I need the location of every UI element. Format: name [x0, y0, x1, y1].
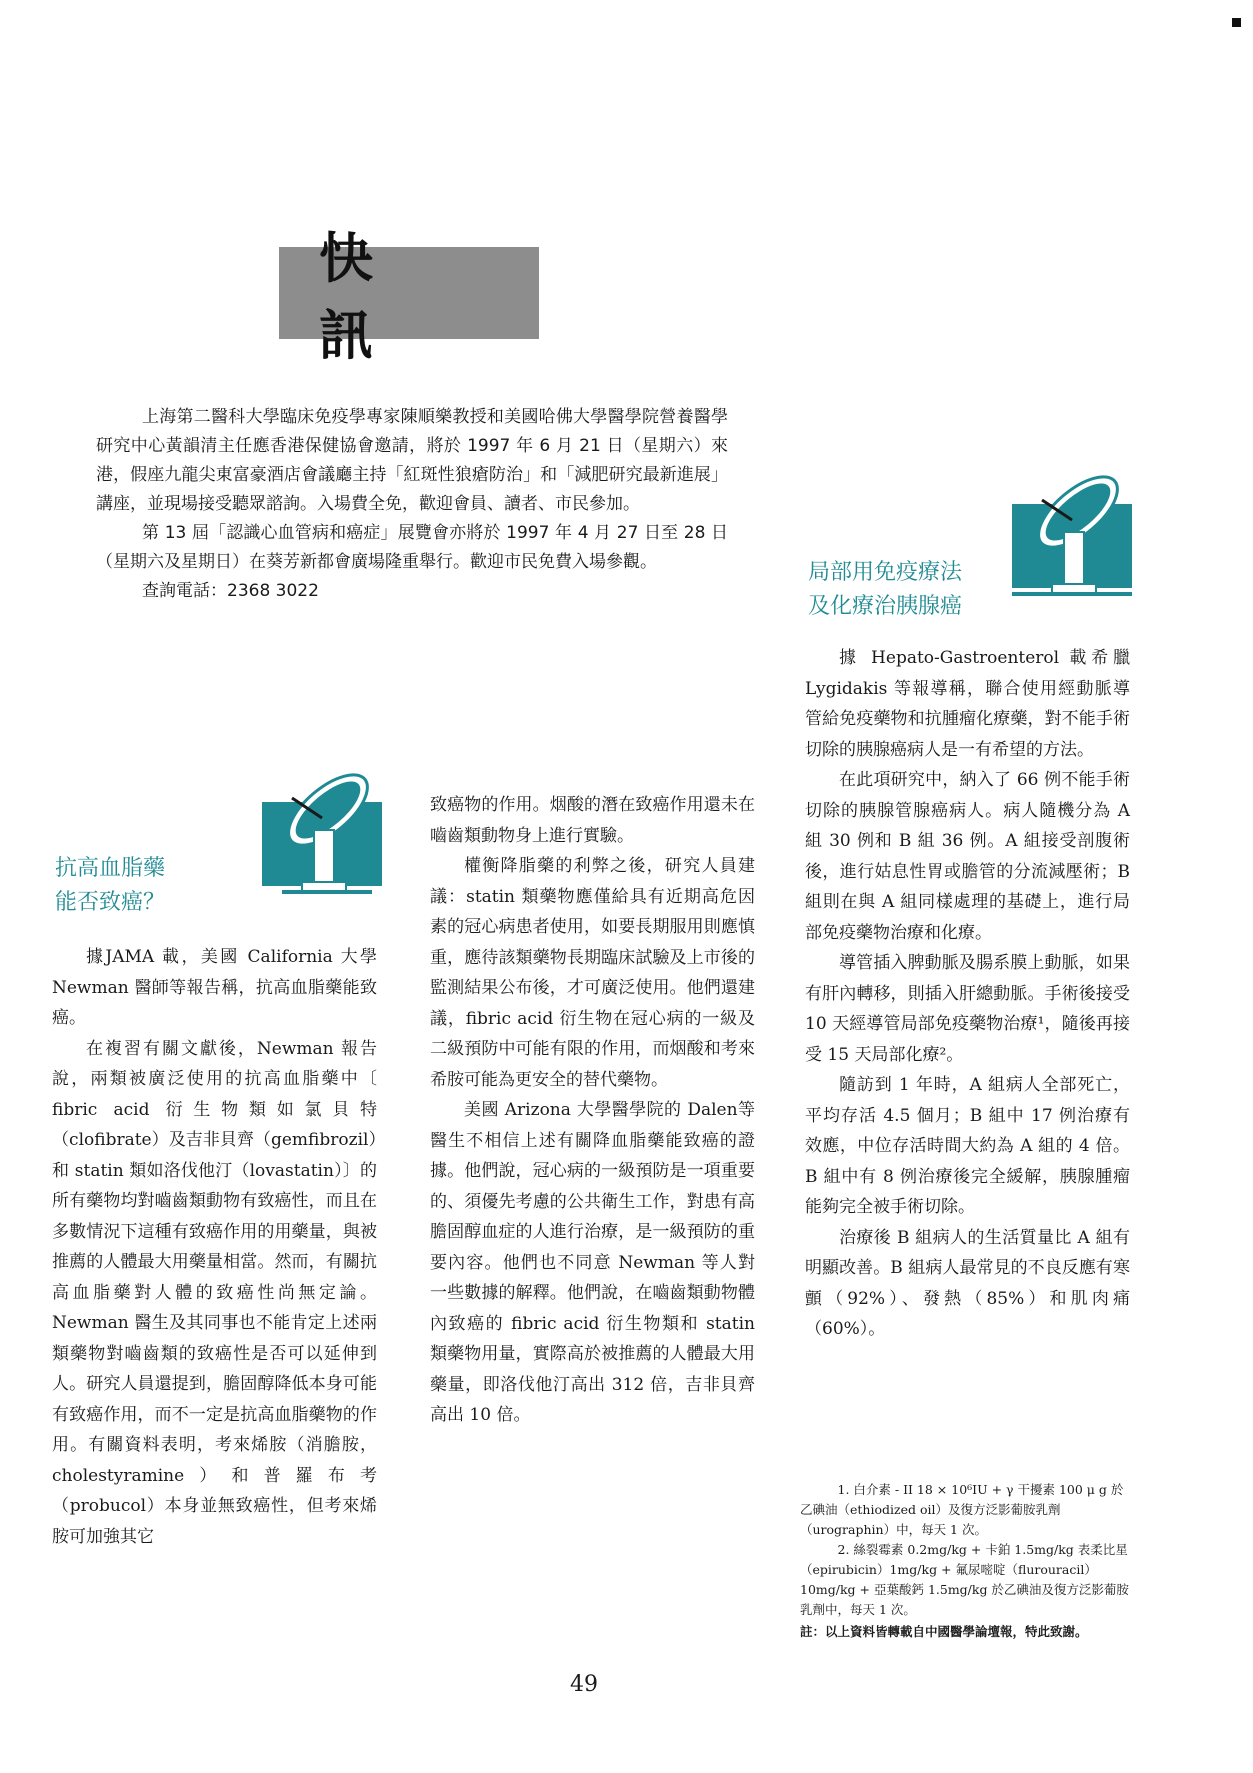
- notice-phone: 查詢電話：2368 3022: [142, 581, 319, 601]
- article1-column-1: [52, 942, 377, 1552]
- footnotes: [800, 1480, 1130, 1620]
- notice-paragraph: 第 13 屆「認識心血管病和癌症」展覽會亦將於 1997 年 4 月 27 日至 28 日（星期六及星期日）在葵芳新都會廣場隆重舉行。歡迎市民免費入場參觀。: [96, 523, 728, 572]
- notice-paragraph: 上海第二醫科大學臨床免疫學專家陳順樂教授和美國哈佛大學醫學院營養醫學研究中心黃韻清主任應香港保健協會邀請，將於 1997 年 6 月 21 日（星期六）來港，假座九龍尖東富豪酒店會議廳主持「紅斑性狼瘡防治」和「減肥研究最新進展」講座，並現場接受聽眾諮詢。入場費全免，歡迎會員、讀者、市民參加。: [96, 407, 728, 514]
- article1-paragraph: 致癌物的作用。烟酸的潛在致癌作用還未在嚙齒類動物身上進行實驗。: [430, 795, 755, 846]
- article2-paragraph: 導管插入脾動脈及腸系膜上動脈，如果有肝內轉移，則插入肝總動脈。手術後接受 10 天經導管局部免疫藥物治療¹，隨後再接受 15 天局部化療²。: [805, 953, 1130, 1065]
- article1-title-line1: 抗高血脂藥: [55, 856, 166, 881]
- page-number: 49: [570, 1672, 598, 1697]
- article1-paragraph: 美國 Arizona 大學醫學院的 Dalen等醫生不相信上述有關降血脂藥能致癌的證據。他們說，冠心病的一級預防是一項重要的、須優先考慮的公共衛生工作，對患有高膽固醇血症的人進行治療，是一級預防的重要內容。他們也不同意 Newman 等人對一些數據的解釋。他們說，在嚙齒類動物體內致癌的 fibric acid 衍生物類和 statin 類藥物用量，實際高於被推薦的人體最大用藥量，即洛伐他汀高出 312 倍，吉非貝齊高出 10 倍。: [430, 1100, 755, 1425]
- article2-paragraph: 隨訪到 1 年時，A 組病人全部死亡，平均存活 4.5 個月；B 組中 17 例治療有效應，中位存活時間大約為 A 組的 4 倍。B 組中有 8 例治療後完全緩解，胰腺腫瘤能夠完全被手術切除。: [805, 1075, 1130, 1217]
- footnote: 1. 白介素 - II 18 × 10⁶IU + γ 干擾素 100 μ g 於乙碘油（ethiodized oil）及復方泛影葡胺乳劑（urographin）中，每天 1 次。: [800, 1482, 1124, 1537]
- section-banner: [279, 227, 539, 367]
- article2-column: [805, 643, 1130, 1345]
- article2-heading: [808, 556, 962, 624]
- corner-mark: [1232, 18, 1241, 27]
- article1-paragraph: 據JAMA 載，美國 California 大學 Newman 醫師等報告稱，抗高血脂藥能致癌。: [52, 947, 377, 1028]
- satellite-dish-icon: [1012, 474, 1132, 614]
- article1-title-line2: 能否致癌？: [55, 890, 166, 915]
- article1-column-2: [430, 790, 755, 1431]
- notice-block: [96, 403, 728, 606]
- satellite-dish-icon: [262, 772, 382, 912]
- article2-paragraph: 在此項研究中，納入了 66 例不能手術切除的胰腺管腺癌病人。病人隨機分為 A 組 30 例和 B 組 36 例。A 組接受剖腹術後，進行姑息性胃或膽管的分流減壓術；B 組則在與 A 組同樣處理的基礎上，進行局部免疫藥物治療和化療。: [805, 770, 1130, 943]
- article2-paragraph: 治療後 B 組病人的生活質量比 A 組有明顯改善。B 組病人最常見的不良反應有寒顫（92%）、發熱（85%）和肌肉痛（60%）。: [805, 1227, 1130, 1339]
- article2-title-line2: 及化療治胰腺癌: [808, 594, 963, 619]
- article2-title-line1: 局部用免疫療法: [808, 560, 963, 585]
- footnote: 2. 絲裂霉素 0.2mg/kg + 卡鉑 1.5mg/kg 表柔比星（epirubicin）1mg/kg + 氟尿嘧啶（flurouracil）10mg/kg + 亞葉酸鈣 1.5mg/kg 於乙碘油及復方泛影葡胺乳劑中，每天 1 次。: [800, 1542, 1129, 1617]
- banner-title: 快 訊: [319, 227, 413, 367]
- article2-paragraph: 據 Hepato-Gastroenterol 載希臘 Lygidakis 等報導稱，聯合使用經動脈導管給免疫藥物和抗腫瘤化療藥，對不能手術切除的胰腺癌病人是一有希望的方法。: [805, 648, 1130, 760]
- article1-heading: [55, 852, 165, 920]
- article1-paragraph: 權衡降脂藥的利弊之後，研究人員建議：statin 類藥物應僅給具有近期高危因素的冠心病患者使用，如要長期服用則應慎重，應待該類藥物長期臨床試驗及上市後的監測結果公布後，才可廣泛使用。他們還建議，fibric acid 衍生物在冠心病的一級及二級預防中可能有限的作用，而烟酸和考來希胺可能為更安全的替代藥物。: [430, 856, 755, 1090]
- article1-paragraph: 在複習有關文獻後，Newman 報告說，兩類被廣泛使用的抗高血脂藥中〔 fibric acid 衍生物類如氯貝特（clofibrate）及吉非貝齊（gemfibrozil）和 statin 類如洛伐他汀（lovastatin）〕的所有藥物均對嚙齒類動物有致癌性，而且在多數情況下這種有致癌作用的用藥量，與被推薦的人體最大用藥量相當。然而，有關抗高血脂藥對人體的致癌性尚無定論。Newman 醫生及其同事也不能肯定上述兩類藥物對嚙齒類的致癌性是否可以延伸到人。研究人員還提到，膽固醇降低本身可能有致癌作用，而不一定是抗高血脂藥物的作用。有關資料表明，考來烯胺（消膽胺，cholestyramine）和普羅布考（probucol）本身並無致癌性，但考來烯胺可加強其它: [52, 1038, 377, 1547]
- source-note: 註：以上資料皆轉載自中國醫學論壇報，特此致謝。: [800, 1624, 1088, 1639]
